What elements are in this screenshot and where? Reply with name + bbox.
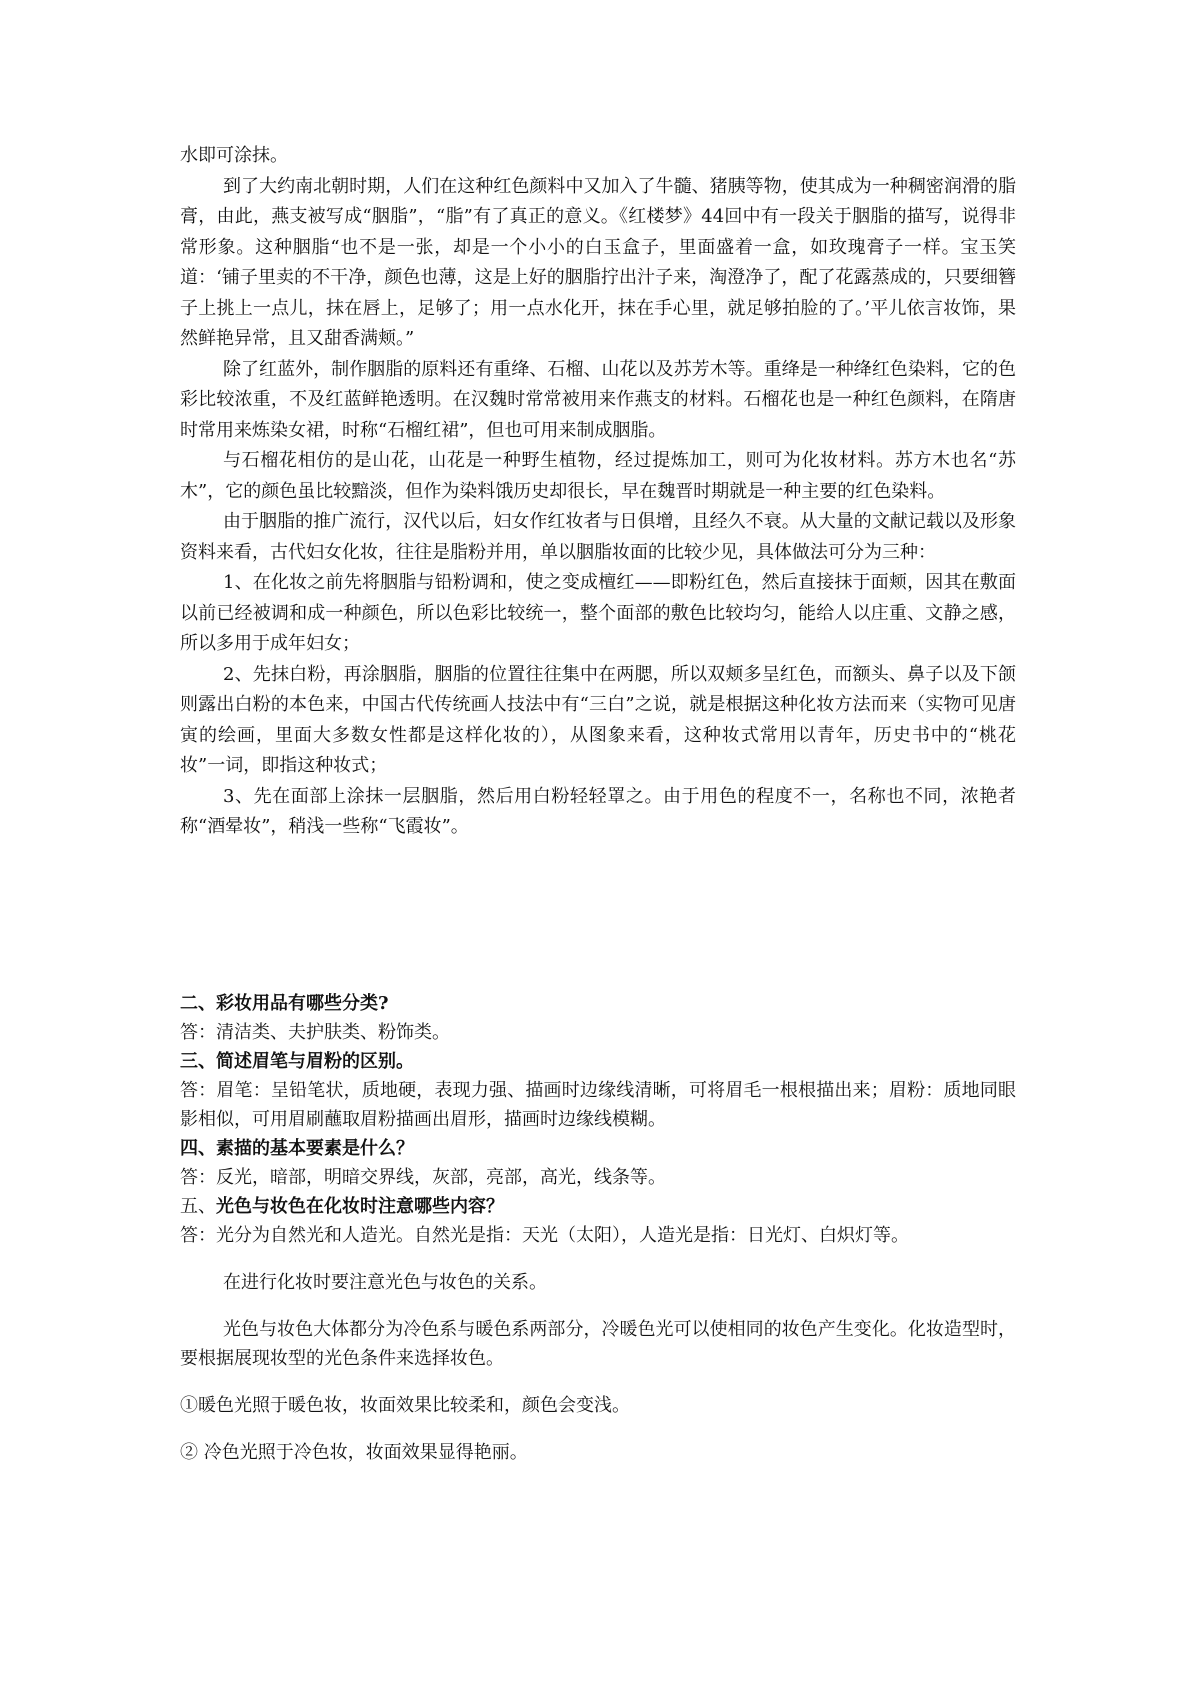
question-heading: 四、素描的基本要素是什么？: [180, 1138, 414, 1159]
paragraph: 由于胭脂的推广流行，汉代以后，妇女作红妆者与日俱增，且经久不衰。从大量的文献记载以及形象资料来看，古代妇女化妆，往往是脂粉并用，单以胭脂妆面的比较少见，具体做法可分为三种：: [180, 511, 1016, 563]
qa-section: [180, 989, 1016, 1467]
answer-text: 答：清洁类、夫护肤类、粉饰类。: [180, 1022, 450, 1043]
question-number: 五、: [180, 1196, 216, 1217]
question-heading: 二、彩妆用品有哪些分类?: [180, 993, 389, 1014]
section-rouge-history: [180, 141, 1016, 843]
question-heading: 三、简述眉笔与眉粉的区别。: [180, 1051, 414, 1072]
question-heading: [180, 1192, 1016, 1221]
paragraph: 水即可涂抹。: [180, 145, 288, 166]
paragraph: 3、先在面部上涂抹一层胭脂，然后用白粉轻轻罩之。由于用色的程度不一，名称也不同，浓艳者称“酒晕妆”，稍浅一些称“飞霞妆”。: [180, 785, 1016, 837]
answer-text: 答：光分为自然光和人造光。自然光是指：天光（太阳），人造光是指：日光灯、白炽灯等。: [180, 1225, 909, 1246]
paragraph: 2、先抹白粉，再涂胭脂，胭脂的位置往往集中在两腮，所以双颊多呈红色，而额头、鼻子以及下颌则露出白粉的本色来，中国古代传统画人技法中有“三白”之说，就是根据这种化妆方法而来（实物可见唐寅的绘画，里面大多数女性都是这样化妆的），从图象来看，这种妆式常用以青年，历史书中的“桃花妆”一词，即指这种妆式；: [180, 663, 1016, 776]
list-item: ①暖色光照于暖色妆，妆面效果比较柔和，颜色会变浅。: [180, 1395, 630, 1416]
answer-text: 答：眉笔：呈铅笔状，质地硬，表现力强、描画时边缘线清晰，可将眉毛一根根描出来；眉粉：质地同眼影相似，可用眉刷蘸取眉粉描画出眉形，描画时边缘线模糊。: [180, 1080, 1016, 1130]
answer-paragraph: 光色与妆色大体都分为冷色系与暖色系两部分，冷暖色光可以使相同的妆色产生变化。化妆造型时，要根据展现妆型的光色条件来选择妆色。: [180, 1319, 1016, 1369]
answer-paragraph: 在进行化妆时要注意光色与妆色的关系。: [223, 1272, 547, 1293]
list-item: ② 冷色光照于冷色妆，妆面效果显得艳丽。: [180, 1442, 528, 1463]
paragraph: 与石榴花相仿的是山花，山花是一种野生植物，经过提炼加工，则可为化妆材料。苏方木也名“苏木”，它的颜色虽比较黯淡，但作为染料饿历史却很长，早在魏晋时期就是一种主要的红色染料。: [180, 450, 1016, 502]
paragraph: 1、在化妆之前先将胭脂与铅粉调和，使之变成檀红——即粉红色，然后直接抹于面颊，因其在敷面以前已经被调和成一种颜色，所以色彩比较统一，整个面部的敷色比较均匀，能给人以庄重、文静之感，所以多用于成年妇女；: [180, 572, 1016, 654]
paragraph: 到了大约南北朝时期，人们在这种红色颜料中又加入了牛髓、猪胰等物，使其成为一种稠密润滑的脂膏，由此，燕支被写成“胭脂”，“脂”有了真正的意义。《红楼梦》44回中有一段关于胭脂的描写，说得非常形象。这种胭脂“也不是一张，却是一个小小的白玉盒子，里面盛着一盒，如玫瑰膏子一样。宝玉笑道：‘铺子里卖的不干净，颜色也薄，这是上好的胭脂拧出汁子来，淘澄净了，配了花露蒸成的，只要细簪子上挑上一点儿，抹在唇上，足够了；用一点水化开，抹在手心里，就足够拍脸的了。’平儿依言妆饰，果然鲜艳异常，且又甜香满颊。”: [180, 175, 1016, 349]
paragraph: 除了红蓝外，制作胭脂的原料还有重绛、石榴、山花以及苏芳木等。重绛是一种绛红色染料，它的色彩比较浓重，不及红蓝鲜艳透明。在汉魏时常常被用来作燕支的材料。石榴花也是一种红色颜料，在隋唐时常用来炼染女裙，时称“石榴红裙”，但也可用来制成胭脂。: [180, 358, 1016, 441]
answer-text: 答：反光，暗部，明暗交界线，灰部，亮部，高光，线条等。: [180, 1167, 666, 1188]
question-text: 光色与妆色在化妆时注意哪些内容？: [216, 1196, 504, 1217]
